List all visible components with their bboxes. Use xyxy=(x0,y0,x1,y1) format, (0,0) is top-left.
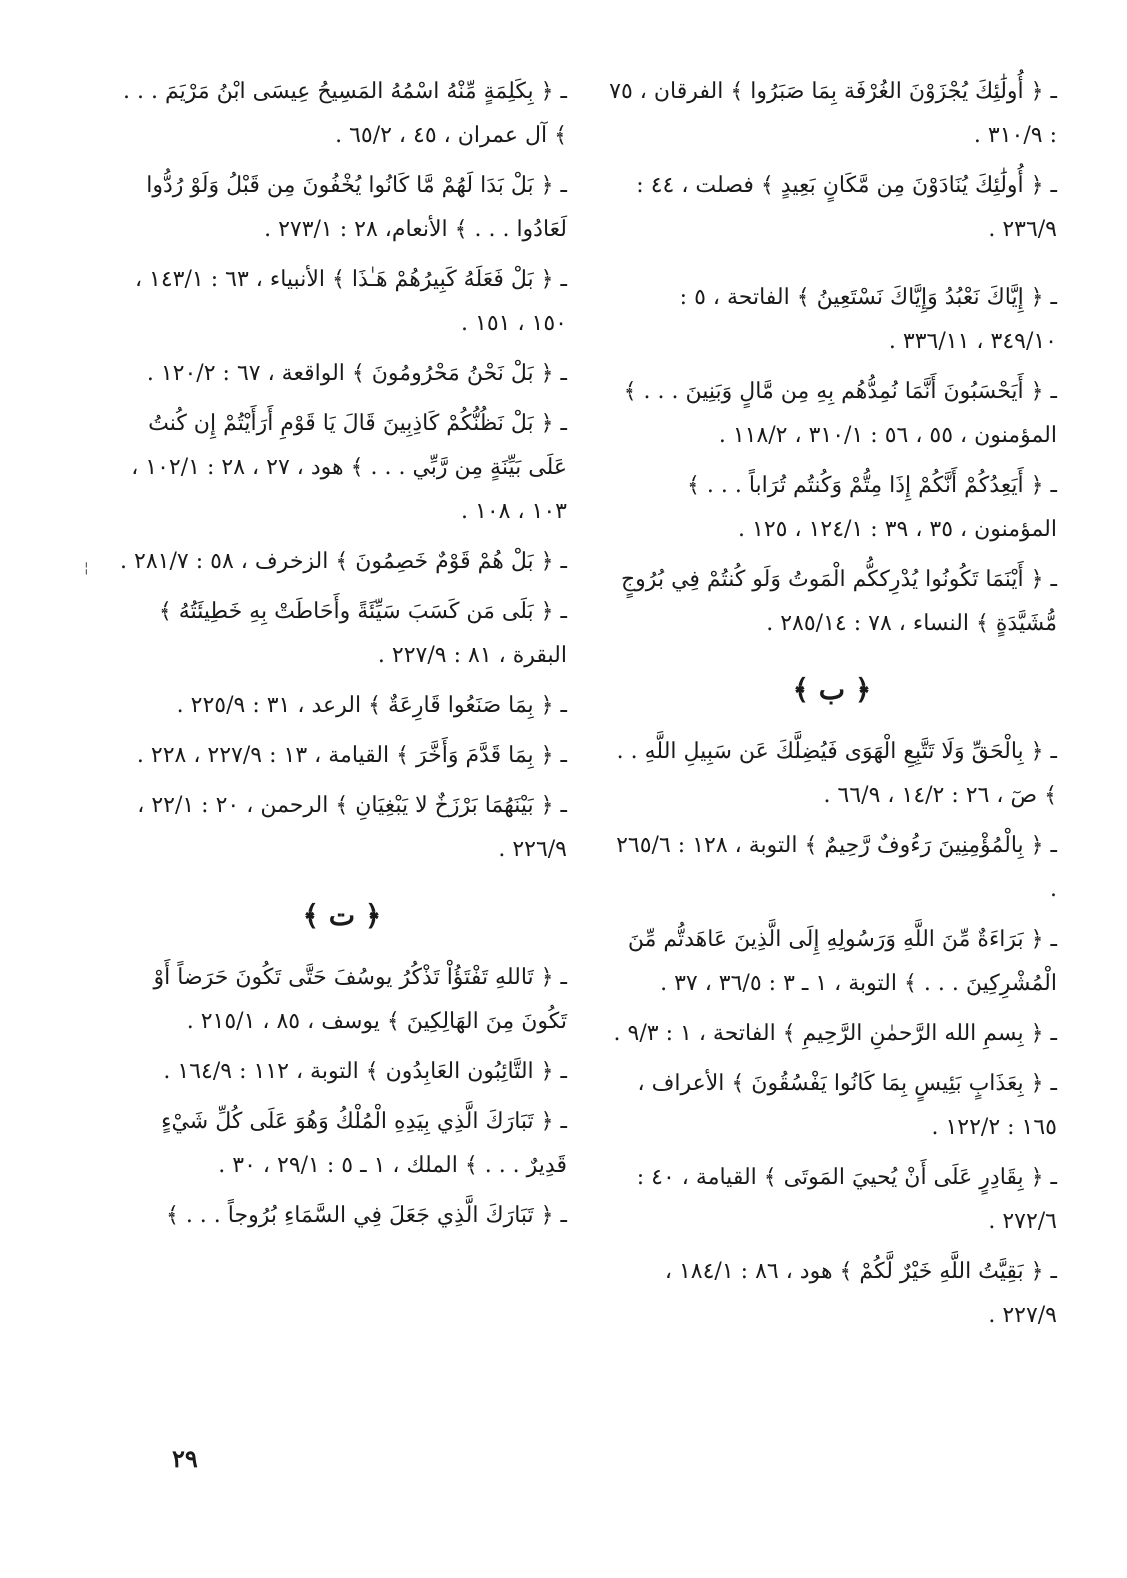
section-header-ba: ﴿ ب ﴾ xyxy=(792,673,872,706)
index-entry: ـ ﴿ بَقِيَّتُ اللَّهِ خَيْرٌ لَّكُمْ ﴾ هود ، ٨٦ : ١٨٤/١ ، ٢٢٧/٩ . xyxy=(664,1259,1057,1328)
index-entry: ـ ﴿ بَلْ نَظُنُّكُمْ كَاذِبِينَ قَالَ يَا قَوْمِ أَرَأَيْتُمْ إِن كُنتُ عَلَى بَيِّنَةٍ مِن رَّبِّي . . . ﴾ هود ، ٢٧ ، ٢٨ : ١٠٢/١ ، ١٠٣ ، ١٠٨ . xyxy=(131,411,567,524)
index-entry: ـ ﴿ بِعَذَابٍ بَئِيسٍ بِمَا كَانُوا يَفْسُقُونَ ﴾ الأعراف ، ١٦٥ : ١٢٢/٢ . xyxy=(637,1071,1057,1140)
index-entry: ـ ﴿ بَلْ بَدَا لَهُمْ مَّا كَانُوا يُخْفُونَ مِن قَبْلُ وَلَوْ رُدُّوا لَعَادُوا . . . ﴾ الأنعام، ٢٨ : ٢٧٣/١ . xyxy=(146,173,567,242)
index-entry: ـ ﴿ التَّائِبُون العَابِدُون ﴾ التوبة ، ١١٢ : ١٦٤/٩ . xyxy=(163,1059,567,1084)
index-entry: ـ ﴿ بَلَى مَن كَسَبَ سَيِّئَةً وأَحَاطَتْ بِهِ خَطِيئَتُهُ ﴾ البقرة ، ٨١ : ٢٢٧/٩ . xyxy=(158,599,567,668)
left-column xyxy=(117,70,567,1244)
margin-mark: ¦ xyxy=(84,560,89,576)
index-entry: ـ ﴿ بَلْ فَعَلَهُ كَبِيرُهُمْ هَـٰذَا ﴾ الأنبياء ، ٦٣ : ١٤٣/١ ، ١٥٠ ، ١٥١ . xyxy=(134,267,567,336)
section-header-ta: ﴿ ت ﴾ xyxy=(302,899,382,932)
page-number: ٢٩ xyxy=(172,1444,198,1473)
index-entry: ـ ﴿ أَيْنَمَا تَكُونُوا يُدْرِككُّم الْمَوتُ وَلَو كُنتُمْ فِي بُرُوجٍ مُّشَيَّدَةٍ ﴾ النساء ، ٧٨ : ٢٨٥/١٤ . xyxy=(620,567,1057,636)
entry-gap xyxy=(607,258,1057,276)
right-column xyxy=(607,70,1057,1344)
index-entry: ـ ﴿ بِالْحَقِّ وَلَا تَتَّبِعِ الْهَوَى فَيُضِلَّكَ عَن سَبِيلِ اللَّهِ . . ﴾ صٓ ، ٢٦ : ١٤/٢ ، ٦٦/٩ . xyxy=(616,739,1057,808)
index-entry: ـ ﴿ تَبَارَكَ الَّذِي جَعَلَ فِي السَّمَاءِ بُرُوجاً . . . ﴾ xyxy=(165,1203,567,1228)
index-entry: ـ ﴿ بِقَادِرٍ عَلَى أَنْ يُحييَ المَوتَى ﴾ القيامة ، ٤٠ : ٢٧٢/٦ . xyxy=(636,1165,1057,1234)
index-entry: ـ ﴿ بَرَاءَةٌ مِّنَ اللَّهِ وَرَسُولِهِ إِلَى الَّذِينَ عَاهَدتُّم مِّنَ الْمُشْرِكِينَ . . . ﴾ التوبة ، ١ ـ ٣ : ٣٦/٥ ، ٣٧ . xyxy=(627,927,1057,996)
index-entry: ـ ﴿ بَلْ نَحْنُ مَحْرُومُونَ ﴾ الواقعة ، ٦٧ : ١٢٠/٢ . xyxy=(146,361,567,386)
index-entry: ـ ﴿ أَيَحْسَبُونَ أَنَّمَا نُمِدُّهُم بِهِ مِن مَّالٍ وَبَنِينَ . . . ﴾ المؤمنون ، ٥٥ ، ٥٦ : ٣١٠/١ ، ١١٨/٢ . xyxy=(623,379,1057,448)
index-entry: ـ ﴿ بِمَا قَدَّمَ وَأَخَّرَ ﴾ القيامة ، ١٣ : ٢٢٧/٩ ، ٢٢٨ . xyxy=(136,743,567,768)
index-entry: ـ ﴿ أُولَٰئِكَ يُنَادَوْنَ مِن مَّكَانٍ بَعِيدٍ ﴾ فصلت ، ٤٤ : ٢٣٦/٩ . xyxy=(636,173,1057,242)
index-entry: ـ ﴿ بَلْ هُمْ قَوْمٌ خَصِمُونَ ﴾ الزخرف ، ٥٨ : ٢٨١/٧ . xyxy=(120,549,567,574)
index-entry: ـ ﴿ أُولَٰئِكَ يُجْزَوْنَ الغُرْفَة بِمَا صَبَرُوا ﴾ الفرقان ، ٧٥ : ٣١٠/٩ . xyxy=(609,79,1057,148)
index-entry: ـ ﴿ بِمَا صَنَعُوا قَارِعَةٌ ﴾ الرعد ، ٣١ : ٢٢٥/٩ . xyxy=(176,693,567,718)
index-entry: ـ ﴿ إِيَّاكَ نَعْبُدُ وَإِيَّاكَ نَسْتَعِينُ ﴾ الفاتحة ، ٥ : ٣٤٩/١٠ ، ٣٣٦/١١ . xyxy=(679,285,1057,354)
index-entry: ـ ﴿ بِالْمُؤْمِنِينَ رَءُوفٌ رَّحِيمٌ ﴾ التوبة ، ١٢٨ : ٢٦٥/٦ . xyxy=(616,833,1057,902)
index-entry: ـ ﴿ بِسمِ الله الرَّحمٰنِ الرَّحِيمِ ﴾ الفاتحة ، ١ : ٩/٣ . xyxy=(613,1021,1057,1046)
index-entry: ـ ﴿ تَاللهِ تَفْتَؤُاْ تَذْكُرُ يوسُفَ حَتَّى تَكُونَ حَرَضاً أَوْ تَكُونَ مِنَ الهَالِكِينَ ﴾ يوسف ، ٨٥ ، ٢١٥/١ . xyxy=(153,965,567,1034)
index-entry: ـ ﴿ تَبَارَكَ الَّذِي بِيَدِهِ الْمُلْكُ وَهُوَ عَلَى كُلِّ شَيْءٍ قَدِيرٌ . . . ﴾ الملك ، ١ ـ ٥ : ٢٩/١ ، ٣٠ . xyxy=(161,1109,567,1178)
index-entry: ـ ﴿ أَيَعِدُكُمْ أَنَّكُمْ إِذَا مِتُّمْ وَكُنتُم تُرَاباً . . . ﴾ المؤمنون ، ٣٥ ، ٣٩ : ١٢٤/١ ، ١٢٥ . xyxy=(687,473,1057,542)
index-entry: ـ ﴿ بِكَلِمَةٍ مِّنْهُ اسْمُهُ المَسِيحُ عِيسَى ابْنُ مَرْيَمَ . . . ﴾ آل عمران ، ٤٥ ، ٦٥/٢ . xyxy=(123,79,567,148)
index-entry: ـ ﴿ بَيْنَهُمَا بَرْزَخٌ لا يَبْغِيَانِ ﴾ الرحمن ، ٢٠ : ٢٢/١ ، ٢٢٦/٩ . xyxy=(137,793,567,862)
